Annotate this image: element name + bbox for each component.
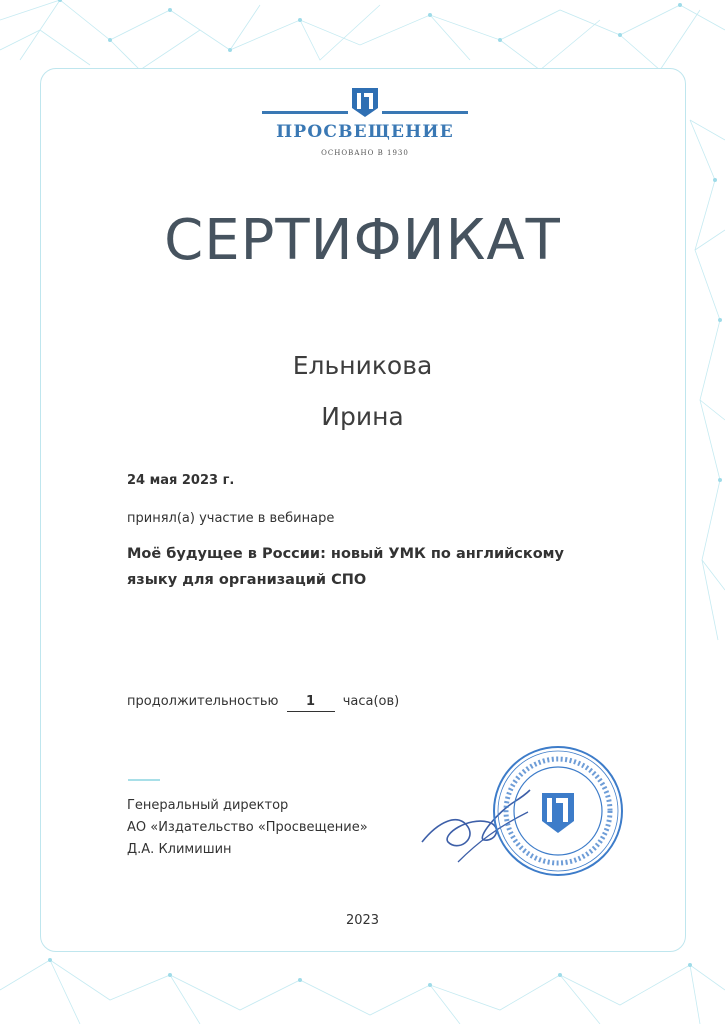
webinar-title [127,541,607,593]
duration-suffix: часа(ов) [342,694,400,709]
logo-line-right [382,111,468,114]
signer-name: Д.А. Климишин [127,842,232,857]
recipient-first-name: Ирина [321,402,404,431]
publisher-logo [262,84,468,164]
signature-accent-line [128,779,160,781]
publisher-emblem-icon [351,86,379,118]
webinar-title-line-2: языку для организаций СПО [127,572,367,588]
official-stamp [490,743,626,879]
signer-position: Генеральный директор [127,798,289,813]
recipient-surname: Ельникова [292,351,433,380]
certificate-title: СЕРТИФИКАТ [164,208,561,273]
duration-value: 1 [287,694,335,712]
certificate-year: 2023 [345,913,380,928]
publisher-name: ПРОСВЕЩЕНИЕ [276,122,454,142]
logo-line-left [262,111,348,114]
duration-prefix: продолжительностью [127,694,279,709]
participation-text: принял(а) участие в вебинаре [127,511,335,526]
signer-block [127,795,368,861]
webinar-title-line-1: Моё будущее в России: новый УМК по английскому [127,546,564,562]
duration-line [127,694,399,712]
signer-organization: АО «Издательство «Просвещение» [127,820,368,835]
publisher-founded: ОСНОВАНО В 1930 [321,149,409,157]
event-date: 24 мая 2023 г. [127,473,235,488]
